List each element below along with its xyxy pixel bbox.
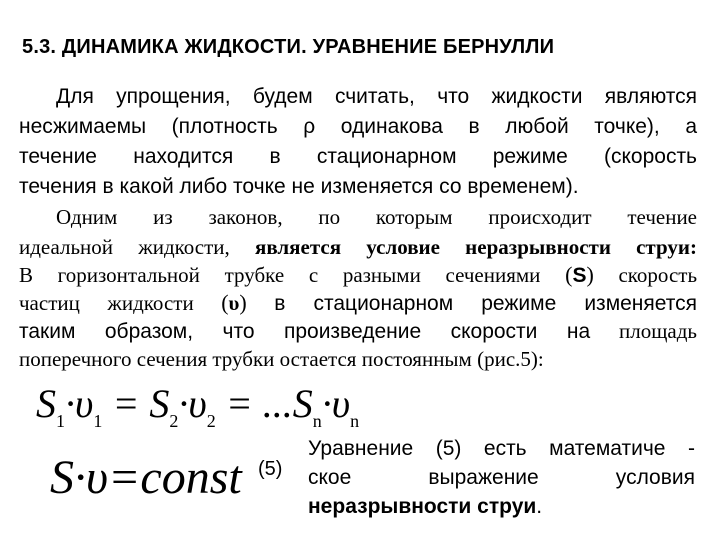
formula-sub: n <box>312 411 322 431</box>
paragraph2-line4 <box>19 290 697 316</box>
formula-s: S <box>292 381 313 426</box>
velocity-symbol: υ <box>228 291 240 315</box>
formula-s: S <box>36 381 56 426</box>
continuity-condition-bold: является условие неразрывности струи: <box>254 235 697 259</box>
formula-v: υ <box>75 381 94 426</box>
paragraph2-line3 <box>19 262 697 288</box>
paragraph2-line2 <box>19 234 697 260</box>
paragraph2-line5-end: площадь <box>619 319 697 343</box>
open-paren: ( <box>221 290 229 315</box>
paragraph1-line4: течения в какой либо точке не изменяется со временем). <box>19 175 579 198</box>
open-paren: ( <box>565 262 573 287</box>
formula-v: υ <box>188 381 207 426</box>
formula-dots: ... <box>262 381 293 426</box>
formula-sub: 1 <box>93 411 103 431</box>
paragraph2-line2-start: идеальной жидкости, <box>19 235 255 259</box>
right-text-line2: ское выражение условия <box>308 466 695 489</box>
paragraph1-line3: течение находится в стационарном режиме (скорость <box>19 145 697 168</box>
continuity-equation-series <box>36 380 359 432</box>
paragraph2-line3-start: В горизонтальной трубке с разными сечениями <box>19 263 541 287</box>
page-title: 5.3. ДИНАМИКА ЖИДКОСТИ. УРАВНЕНИЕ БЕРНУЛЛИ <box>22 36 555 58</box>
formula-eq: = <box>112 381 140 426</box>
paragraph2-line4-end: в стационарном режиме изменяется <box>274 292 698 315</box>
equation-number: (5) <box>258 458 283 480</box>
formula-sub: 2 <box>169 411 179 431</box>
area-symbol: S <box>572 264 587 287</box>
paragraph1-line2: несжимаемы (плотность ρ одинакова в любой точке), а <box>19 115 697 138</box>
formula-sub: 2 <box>206 411 216 431</box>
formula-s: S <box>149 381 170 426</box>
formula-dot: · <box>178 381 189 426</box>
formula-v: υ <box>331 381 351 426</box>
paragraph2-line3-end: скорость <box>618 263 698 287</box>
formula-eq: = <box>225 381 253 426</box>
paragraph2-line6: поперечного сечения трубки остается постоянным (рис.5): <box>19 347 544 371</box>
paragraph1-line1: Для упрощения, будем считать, что жидкости являются <box>56 85 697 108</box>
right-text-line3 <box>308 494 695 520</box>
right-text-period: . <box>536 495 543 518</box>
continuity-term-bold: неразрывности струи <box>308 495 537 518</box>
paragraph2-line4-start: частиц жидкости <box>19 291 194 315</box>
formula-dot: · <box>65 381 75 426</box>
formula-sub: n <box>350 411 360 431</box>
right-text-line1: Уравнение (5) есть математиче - <box>308 437 695 460</box>
formula-sub: 1 <box>56 411 65 431</box>
paragraph2-line1: Одним из законов, по которым происходит течение <box>56 205 697 229</box>
continuity-equation-const: S·υ=const <box>50 451 242 504</box>
paragraph2-line5-start: таким образом, что произведение скорости на <box>19 320 591 343</box>
formula-dot: · <box>321 381 332 426</box>
paragraph2-line5 <box>19 318 697 344</box>
close-paren: ) <box>586 262 594 287</box>
close-paren: ) <box>239 290 247 315</box>
